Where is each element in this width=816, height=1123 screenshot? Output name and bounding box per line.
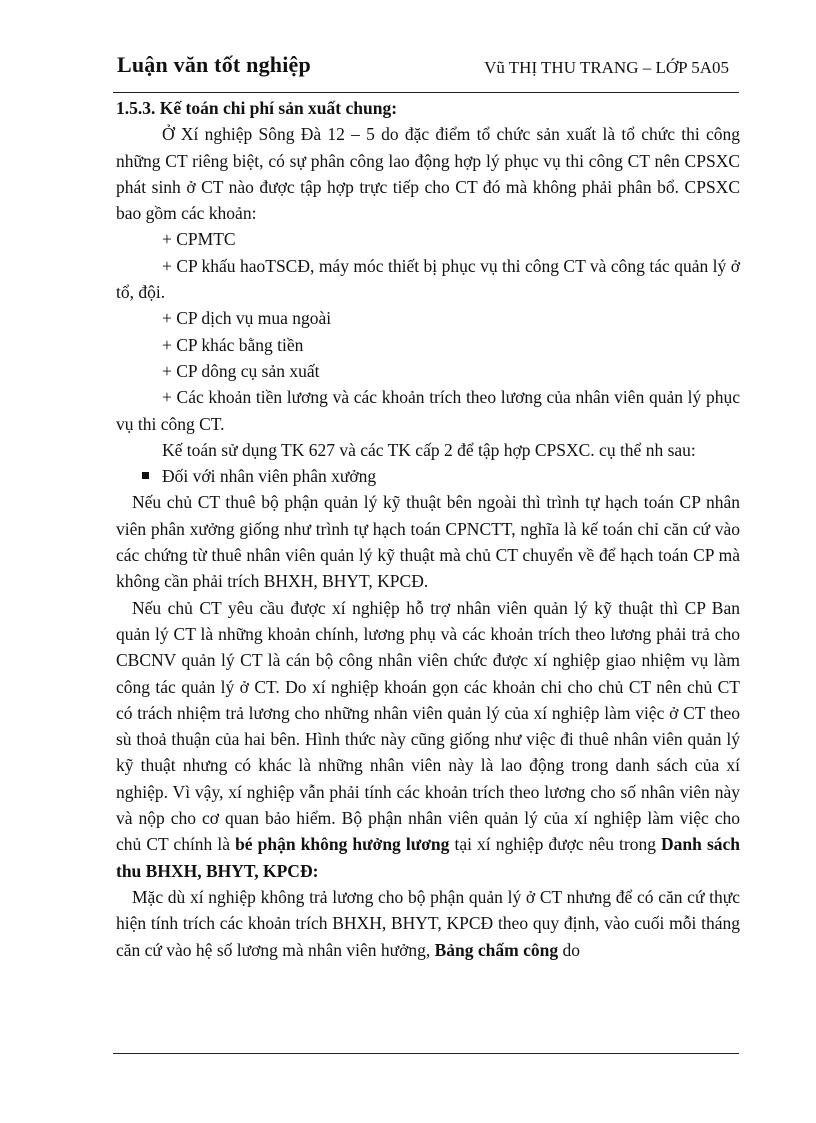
text-run: tại xí nghiệp được nêu trong	[454, 834, 656, 855]
bullet-item	[116, 463, 740, 489]
list-item: + CP khác bằng tiền	[162, 334, 304, 355]
thesis-title: Luận văn tốt nghiệp	[117, 52, 311, 77]
square-bullet-icon	[142, 472, 149, 479]
paragraph-support	[116, 595, 740, 884]
list-item: + CP dịch vụ mua ngoài	[162, 308, 332, 329]
bullet-text: Đối với nhân viên phân xưởng	[162, 466, 377, 487]
document-body	[116, 95, 740, 963]
list-item: + Các khoản tiền lương và các khoản trích theo lương của nhân viên quản lý phục vụ thi công CT.	[116, 387, 740, 434]
list-item: + CPMTC	[162, 229, 236, 250]
header-divider	[113, 92, 739, 93]
bold-term: bé phận không hưởng lương	[235, 834, 450, 855]
footer-divider	[113, 1053, 739, 1054]
paragraph-timesheet	[116, 884, 740, 963]
list-item: + CP dông cụ sản xuất	[162, 360, 320, 381]
bold-term: Bảng chấm công	[434, 939, 559, 960]
text-run: do	[562, 939, 580, 960]
text-run: Mặc dù xí nghiệp không trả lương cho bộ phận quản lý ở CT nhưng để có căn cứ thực hiện tính trích các khoản trích BHXH, BHYT, KPCĐ theo quy định, vào cuối mỗi tháng căn cứ vào hệ số lương mà nhân viên hưởng,	[116, 886, 740, 960]
intro-paragraph: Ở Xí nghiệp Sông Đà 12 – 5 do đặc điểm tổ chức sản xuất là tổ chức thi công những CT riêng biệt, có sự phân công lao động hợp lý phục vụ thi công CT nên CPSXC phát sinh ở CT nào được tập hợp trực tiếp cho CT đó mà không phải phân bổ. CPSXC bao gồm các khoản:	[116, 124, 740, 224]
bold-term: Danh sách thu BHXH, BHYT, KPCĐ:	[116, 834, 741, 881]
accounts-paragraph: Kế toán sử dụng TK 627 và các TK cấp 2 để tập hợp CPSXC. cụ thể nh sau:	[162, 439, 696, 460]
section-heading: 1.5.3. Kế toán chi phí sản xuất chung:	[116, 98, 398, 118]
text-run: Nếu chủ CT yêu cầu được xí nghiệp hỗ trợ nhân viên quản lý kỹ thuật thì CP Ban quản lý CT là những khoản chính, lương phụ và các khoản trích theo lương phải trả cho CBCNV quản lý CT là cán bộ công nhân viên chức được xí nghiệp giao nhiệm vụ làm công tác quản lý ở CT. Do xí nghiệp khoán gọn các khoản chi cho chủ CT nên chủ CT có trách nhiệm trả lương cho những nhân viên quản lý của xí nghiệp làm việc ở CT theo sù thoả thuận của hai bên. Hình thức này cũng giống như việc đi thuê nhân viên quản lý kỹ thuật nhưng có khác là những nhân viên này là lao động trong danh sách của xí nghiệp. Vì vậy, xí nghiệp vẫn phải tính các khoản trích theo lương cho số nhân viên này và nộp cho cơ quan bảo hiểm. Bộ phận nhân viên quản lý của xí nghiệp làm việc cho chủ CT chính là	[116, 597, 740, 855]
author-class: Vũ THỊ THU TRANG – LỚP 5A05	[484, 58, 729, 77]
page-header	[113, 48, 739, 90]
list-item: + CP khấu haoTSCĐ, máy móc thiết bị phục vụ thi công CT và công tác quản lý ở tổ, đội.	[116, 255, 740, 303]
paragraph-outsourced: Nếu chủ CT thuê bộ phận quản lý kỹ thuật bên ngoài thì trình tự hạch toán CP nhân viên phân xưởng giống như trình tự hạch toán CPNCTT, nghĩa là kế toán chỉ căn cứ vào các chứng từ thuê nhân viên quản lý kỹ thuật mà chủ CT chuyển về để hạch toán CP mà không cần phải trích BHXH, BHYT, KPCĐ.	[116, 492, 740, 592]
